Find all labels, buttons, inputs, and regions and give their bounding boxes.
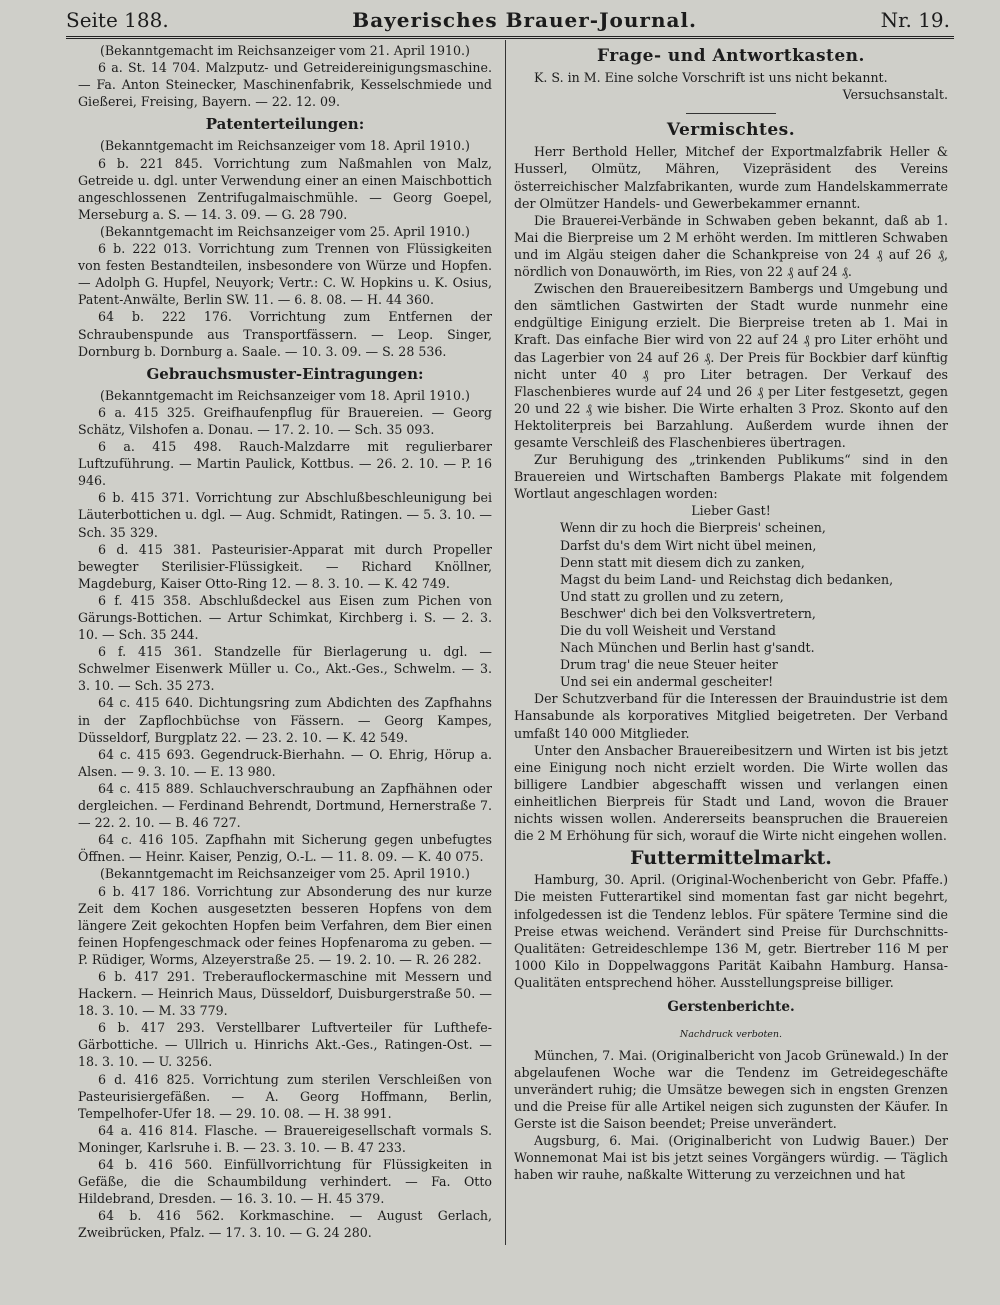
paragraph: Der Schutzverband für die Interessen der Brauindustrie ist dem Hansabunde als korporatives Mitglied beigetreten. Der Verband umfaßt 140 000 Mitglieder. [514,691,948,741]
paragraph: 64 c. 416 105. Zapfhahn mit Sicherung gegen unbefugtes Öffnen. — Heinr. Kaiser, Penzig, O.-L. — 11. 8. 09. — K. 40 075. [78,832,492,865]
paragraph: 6 f. 415 358. Abschlußdeckel aus Eisen zum Pichen von Gärungs-Bottichen. — Artur Schimkat, Kirchberg i. S. — 2. 3. 10. — Sch. 35 244. [78,592,492,643]
poem-line: Wenn dir zu hoch die Bierpreis' scheinen, [560,520,826,536]
poem-line: Und sei ein andermal gescheiter! [560,674,774,690]
notice-line: (Bekanntgemacht im Reichsanzeiger vom 18. April 1910.) [100,138,470,154]
poem-line: Denn statt mit diesem dich zu zanken, [560,554,805,570]
poem-line: Darfst du's dem Wirt nicht übel meinen, [560,537,817,553]
section-heading: Gebrauchsmuster-Eintragungen: [146,364,424,383]
section-rule [686,113,776,114]
paragraph: 6 b. 222 013. Vorrichtung zum Trennen von Flüssigkeiten von festen Bestandteilen, insbesondere von Würze und Hopfen. — Adolph G. Hupfel, Neuyork; Vertr.: C. W. Hopkins u. K. Osius, Patent-Anwälte, Berlin SW. 11. — 6. 8. 08. — H. 44 360. [78,241,492,308]
paragraph: 64 c. 415 693. Gegendruck-Bierhahn. — O. Ehrig, Hörup a. Alsen. — 9. 3. 10. — E. 13 980. [78,746,492,779]
poem-line: Nach München und Berlin hast g'sandt. [560,640,815,656]
paragraph: 6 b. 415 371. Vorrichtung zur Abschlußbeschleunigung bei Läuterbottichen u. dgl. — Aug. Schmidt, Ratingen. — 5. 3. 10. — Sch. 35 329. [78,490,492,540]
notice-line: (Bekanntgemacht im Reichsanzeiger vom 21. April 1910.) [100,43,470,58]
paragraph: 6 b. 417 186. Vorrichtung zur Absonderung des nur kurze Zeit dem Kochen ausgesetzten besseren Hopfens von dem längere Zeit gekochten Hopfen beim Verfahren, dem Bier einen feinen Hopfengeschmack oder feines Hopfenaroma zu geben. — P. Rüdiger, Worms, Alzeyerstraße 25. — 19. 2. 10. — R. 26 282. [78,883,492,967]
subsection-heading: Gerstenberichte. [667,998,795,1015]
paragraph: Zur Beruhigung des „trinkenden Publikums“ sind in den Brauereien und Wirtschaften Bambergs Plakate mit folgendem Wortlaut angeschlagen worden: [514,452,948,502]
paragraph: Zwischen den Brauereibesitzern Bambergs und Umgebung und den sämtlichen Gastwirten der Stadt wurde nunmehr eine endgültige Einigung erzielt. Die Bierpreise treten ab 1. Mai in Kraft. Das einfache Bier wird von 22 auf 24 ₰ pro Liter erhöht und das Lagerbier von 24 auf 26 ₰. Der Preis für Bockbier darf künftig nicht unter 40 ₰ pro Liter betragen. Der Verkauf des Flaschenbieres wurde auf 24 und 26 ₰ per Liter festgesetzt, gegen 20 und 22 ₰ wie bisher. Die Wirte erhalten 3 Proz. Skonto auf den Hektoliterpreis bei Barzahlung. Außerdem wurde ihnen der gesamte Verschleiß des Flaschenbieres übertragen. [514,281,948,450]
paragraph: 6 b. 417 291. Treberauflockermaschine mit Messern und Hackern. — Heinrich Maus, Düsseldorf, Duisburgerstraße 50. — 18. 3. 10. — M. 33 779. [78,968,492,1019]
notice-line: (Bekanntgemacht im Reichsanzeiger vom 18. April 1910.) [100,387,470,403]
issue-number: Nr. 19. [880,8,950,32]
poem-line: Die du voll Weisheit und Verstand [560,623,776,638]
paragraph: 6 d. 416 825. Vorrichtung zum sterilen Verschleißen von Pasteurisiergefäßen. — A. Georg Hoffmann, Berlin, Tempelhofer-Ufer 18. — 29. 10. 08. — H. 38 991. [78,1071,492,1121]
left-column [78,42,492,1252]
section-heading: Frage- und Antwortkasten. [597,46,865,66]
paragraph: Unter den Ansbacher Brauereibesitzern und Wirten ist bis jetzt eine Einigung noch nicht erzielt worden. Die Wirte wollen das billigere Landbier abgeschafft wissen und verlangen einen einheitlichen Bierpreis für Stadt und Land, wovon die Brauer nichts wissen wollen. Andererseits beanspruchen die Brauereien die 2 M Erhöhung für sich, worauf die Wirte nicht eingehen wollen. [514,742,948,844]
paragraph: München, 7. Mai. (Originalbericht von Jacob Grünewald.) In der abgelaufenen Woche war die Tendenz im Getreidegeschäfte unverändert ruhig; die Umsätze bewegen sich in engsten Grenzen und die Preise für alle Artikel neigen sich zugunsten der Käufer. In Gerste ist die Saison beendet; Preise unverändert. [514,1047,948,1132]
paragraph: 6 b. 417 293. Verstellbarer Luftverteiler für Lufthefe-Gärbottiche. — Ullrich u. Hinrichs Akt.-Ges., Ratingen-Ost. — 18. 3. 10. — U. 3256. [78,1020,492,1070]
paragraph: Augsburg, 6. Mai. (Originalbericht von Ludwig Bauer.) Der Wonnemonat Mai ist bis jetzt seines Vorgängers würdig. — Täglich haben wir rauhe, naßkalte Witterung zu verzeichnen und hat [514,1133,948,1183]
page-header [66,8,950,34]
reprint-notice: Nachdruck verboten. [679,1028,783,1040]
poem-line: Und statt zu grollen und zu zetern, [560,588,784,604]
paragraph: 6 a. St. 14 704. Malzputz- und Getreidereinigungsmaschine. — Fa. Anton Steinecker, Maschinenfabrik, Kesselschmiede und Gießerei, Freising, Bayern. — 22. 12. 09. [78,60,492,110]
paragraph: Die Brauerei-Verbände in Schwaben geben bekannt, daß ab 1. Mai die Bierpreise um 2 M erhöht werden. Im mittleren Schwaben und im Algäu steigen daher die Schankpreise von 24 ₰ auf 26 ₰, nördlich von Donauwörth, im Ries, von 22 ₰ auf 24 ₰. [514,212,948,280]
paragraph: 6 f. 415 361. Standzelle für Bierlagerung u. dgl. — Schwelmer Eisenwerk Müller u. Co., Akt.-Ges., Schwelm. — 3. 3. 10. — Sch. 35 273. [78,644,492,694]
notice-line: (Bekanntgemacht im Reichsanzeiger vom 25. April 1910.) [100,223,470,239]
paragraph: 6 d. 415 381. Pasteurisier-Apparat mit durch Propeller bewegter Sterilisier-Flüssigkeit. — Richard Knöllner, Magdeburg, Kaiser Otto-Ring 12. — 8. 3. 10. — K. 42 749. [78,541,492,591]
section-heading: Patenterteilungen: [205,115,365,134]
right-column [514,42,948,1252]
paragraph: 6 b. 221 845. Vorrichtung zum Naßmahlen von Malz, Getreide u. dgl. unter Verwendung einer an einen Maischbottich angeschlossenen Zentrifugalmaischmühle. — Georg Goepel, Merseburg a. S. — 14. 3. 09. — G. 28 790. [78,155,492,222]
paragraph: 64 c. 415 889. Schlauchverschraubung an Zapfhähnen oder dergleichen. — Ferdinand Behrendt, Dortmund, Hernerstraße 7. — 22. 2. 10. — B. 46 727. [78,780,492,831]
notice-line: Lieber Gast! [691,503,771,519]
paragraph: 64 c. 415 640. Dichtungsring zum Abdichten des Zapfhahns in der Zapflochbüchse von Fässern. — Georg Kampes, Düsseldorf, Burgplatz 22. — 23. 2. 10. — K. 42 549. [78,695,492,745]
section-heading: Vermischtes. [666,120,796,141]
poem-line: Magst du beim Land- und Reichstag dich bedanken, [560,571,894,587]
paragraph: 64 b. 416 560. Einfüllvorrichtung für Flüssigkeiten in Gefäße, die die Schaumbildung verhindert. — Fa. Otto Hildebrand, Dresden. — 16. 3. 10. — H. 45 379. [78,1157,492,1207]
poem-line: Drum trag' die neue Steuer heiter [560,657,778,673]
header-rule [66,36,954,39]
paragraph: 6 a. 415 498. Rauch-Malzdarre mit regulierbarer Luftzuführung. — Martin Paulick, Kottbus. — 26. 2. 10. — P. 16 946. [78,439,492,489]
section-heading: Futtermittelmarkt. [630,847,832,870]
paragraph: Hamburg, 30. April. (Original-Wochenbericht von Gebr. Pfaffe.) Die meisten Futterartikel sind momentan fast gar nicht begehrt, infolgedessen ist die Tendenz leblos. Für spätere Termine sind die Preise etwas weichend. Verändert sind Preise für Durchschnitts-Qualitäten: Getreideschlempe 136 M, getr. Biertreber 116 M per 1000 Kilo in Doppelwaggons Parität Kaibahn Hamburg. Hansa-Qualitäten entsprechend höher. Ausstellungspreise billiger. [514,872,948,990]
paragraph: 64 a. 416 814. Flasche. — Brauereigesellschaft vormals S. Moninger, Karlsruhe i. B. — 23. 3. 10. — B. 47 233. [78,1122,492,1155]
journal-title: Bayerisches Brauer-Journal. [352,8,698,32]
signature-line: Versuchsanstalt. [842,87,948,103]
poem-line: Beschwer' dich bei den Volksvertretern, [560,605,816,621]
paragraph: 6 a. 415 325. Greifhaufenpflug für Brauereien. — Georg Schätz, Vilshofen a. Donau. — 17. 2. 10. — Sch. 35 093. [78,404,492,437]
notice-line: (Bekanntgemacht im Reichsanzeiger vom 25. April 1910.) [100,866,470,882]
column-divider [505,40,506,1245]
page-number: Seite 188. [66,8,169,32]
poem [560,519,948,690]
paragraph: 64 b. 222 176. Vorrichtung zum Entfernen der Schraubenspunde aus Transportfässern. — Leop. Singer, Dornburg b. Dornburg a. Saale. — 10. 3. 09. — S. 28 536. [78,309,492,359]
paragraph: Herr Berthold Heller, Mitchef der Exportmalzfabrik Heller & Husserl, Olmütz, Mähren, Vizepräsident des Vereins österreichischer Malzfabrikanten, wurde zum Handelskammerrate der Olmützer Handels- und Gewerbekammer ernannt. [514,144,948,211]
paragraph: K. S. in M. Eine solche Vorschrift ist uns nicht bekannt. [534,70,888,86]
paragraph: 64 b. 416 562. Korkmaschine. — August Gerlach, Zweibrücken, Pfalz. — 17. 3. 10. — G. 24 280. [78,1208,492,1241]
